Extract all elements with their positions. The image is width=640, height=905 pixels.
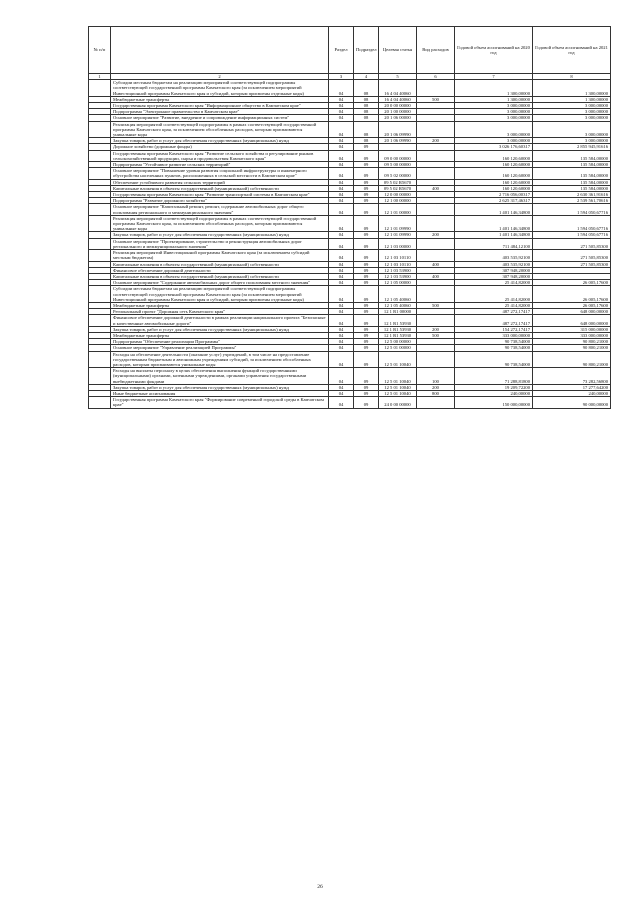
cell-num bbox=[89, 168, 111, 179]
cell-name: Закупка товаров, работ и услуг для обеспечения государственных (муниципальных) нужд bbox=[111, 326, 329, 332]
cell-statya: 12 1 05 40060 bbox=[379, 302, 417, 308]
cell-razdel: 04 bbox=[329, 397, 354, 408]
cell-podrazdel: 09 bbox=[354, 280, 379, 286]
cell-razdel: 04 bbox=[329, 384, 354, 390]
column-number: 1 bbox=[89, 74, 111, 80]
cell-podrazdel: 09 bbox=[354, 168, 379, 179]
cell-2021: 135 584,00000 bbox=[533, 168, 611, 179]
cell-podrazdel: 09 bbox=[354, 162, 379, 168]
cell-statya: 16 4 04 40060 bbox=[379, 80, 417, 97]
cell-statya: 12 1 05 00000 bbox=[379, 280, 417, 286]
cell-name: Основное мероприятие "Содержание автомобильных дорог общего пользования местного значения" bbox=[111, 280, 329, 286]
header-statya: Целевая статья bbox=[379, 27, 417, 74]
cell-2020: 1 401 146,34800 bbox=[455, 204, 533, 215]
cell-vid: 200 bbox=[417, 138, 455, 144]
cell-razdel: 04 bbox=[329, 390, 354, 396]
cell-razdel: 04 bbox=[329, 96, 354, 102]
cell-name: Государственная программа Камчатского края "Информационное общество в Камчатском крае" bbox=[111, 103, 329, 109]
cell-razdel: 04 bbox=[329, 150, 354, 161]
cell-2021: 1 300,00000 bbox=[533, 96, 611, 102]
cell-statya: 09 5 02 R5670 bbox=[379, 185, 417, 191]
cell-podrazdel: 09 bbox=[354, 179, 379, 185]
cell-2020: 160 120,60000 bbox=[455, 150, 533, 161]
cell-podrazdel: 09 bbox=[354, 250, 379, 261]
cell-name: Обеспечение устойчивого развития сельских территорий bbox=[111, 179, 329, 185]
cell-statya: 12 1 03 53900 bbox=[379, 273, 417, 279]
cell-vid bbox=[417, 204, 455, 215]
cell-razdel: 04 bbox=[329, 332, 354, 338]
cell-2021: 648 000,00000 bbox=[533, 315, 611, 326]
cell-2021: 26 005,17600 bbox=[533, 280, 611, 286]
cell-razdel: 04 bbox=[329, 121, 354, 138]
cell-razdel: 04 bbox=[329, 267, 354, 273]
cell-razdel: 04 bbox=[329, 326, 354, 332]
cell-podrazdel: 09 bbox=[354, 185, 379, 191]
cell-statya: 12 5 00 00000 bbox=[379, 339, 417, 345]
cell-2021: 3 000,00000 bbox=[533, 103, 611, 109]
cell-2021: 90 800,21000 bbox=[533, 339, 611, 345]
cell-name: Подпрограмма "Обеспечение реализации Программы" bbox=[111, 339, 329, 345]
table-row bbox=[89, 368, 611, 385]
cell-razdel: 04 bbox=[329, 109, 354, 115]
table-row bbox=[89, 215, 611, 232]
budget-table bbox=[88, 26, 611, 409]
cell-name: Расходы на выплаты персоналу в целях обеспечения выполнения функций государственными (муниципальными) органами, казенными учреждениями, органами управления государственными внебюджетными фондами bbox=[111, 368, 329, 385]
cell-2021: 271 505,85300 bbox=[533, 238, 611, 249]
cell-podrazdel: 09 bbox=[354, 302, 379, 308]
header-2020: Годовой объем ассигнований на 2020 год bbox=[455, 27, 533, 74]
cell-name: Капитальные вложения в объекты государственной (муниципальной) собственности bbox=[111, 273, 329, 279]
cell-statya: 12 1 01 09990 bbox=[379, 232, 417, 238]
cell-2021: 648 000,00000 bbox=[533, 309, 611, 315]
cell-name: Субсидии местным бюджетам на реализацию мероприятий соответствующей подпрограммы соответствующей государственной программы Камчатского края (за исключением мероприятий Инвестиционной программы Камчатского края и субсидий, которым присвоены отдельные коды) bbox=[111, 286, 329, 303]
cell-2020: 403 535,92100 bbox=[455, 261, 533, 267]
cell-podrazdel: 08 bbox=[354, 96, 379, 102]
column-number: 2 bbox=[111, 74, 329, 80]
cell-podrazdel: 09 bbox=[354, 368, 379, 385]
cell-name: Реализация мероприятий Инвестиционной программы Камчатского края (за исключением субсидий местным бюджетам) bbox=[111, 250, 329, 261]
cell-2021: 333 000,00000 bbox=[533, 332, 611, 338]
cell-name: Региональный проект "Дорожная сеть Камчатского края" bbox=[111, 309, 329, 315]
cell-statya: 20 1 06 09990 bbox=[379, 121, 417, 138]
cell-razdel: 04 bbox=[329, 368, 354, 385]
cell-2021: 271 505,85300 bbox=[533, 261, 611, 267]
cell-2021: 315 000,00000 bbox=[533, 326, 611, 332]
cell-2021: 2 630 361,91616 bbox=[533, 192, 611, 198]
cell-podrazdel: 09 bbox=[354, 273, 379, 279]
cell-2021: 26 005,17600 bbox=[533, 302, 611, 308]
cell-name: Дорожное хозяйство (дорожные фонды) bbox=[111, 144, 329, 150]
column-number: 5 bbox=[379, 74, 417, 80]
cell-2021: 3 000,00000 bbox=[533, 121, 611, 138]
cell-2021: 3 000,00000 bbox=[533, 138, 611, 144]
column-number: 6 bbox=[417, 74, 455, 80]
cell-2021: 1 300,00000 bbox=[533, 80, 611, 97]
cell-num bbox=[89, 351, 111, 368]
cell-podrazdel: 09 bbox=[354, 332, 379, 338]
cell-vid bbox=[417, 315, 455, 326]
cell-podrazdel: 09 bbox=[354, 309, 379, 315]
cell-name: Закупка товаров, работ и услуг для обеспечения государственных (муниципальных) нужд bbox=[111, 232, 329, 238]
cell-name: Межбюджетные трансферты bbox=[111, 332, 329, 338]
cell-statya: 24 0 00 00000 bbox=[379, 397, 417, 408]
cell-podrazdel: 09 bbox=[354, 198, 379, 204]
cell-2020: 1 300,00000 bbox=[455, 96, 533, 102]
cell-podrazdel: 08 bbox=[354, 121, 379, 138]
cell-statya: 12 1 03 53900 bbox=[379, 267, 417, 273]
cell-2020: 403 535,92100 bbox=[455, 250, 533, 261]
cell-2020: 90 738,54000 bbox=[455, 339, 533, 345]
cell-podrazdel: 09 bbox=[354, 390, 379, 396]
cell-statya: 20 1 06 09990 bbox=[379, 138, 417, 144]
cell-razdel: 04 bbox=[329, 204, 354, 215]
cell-vid: 500 bbox=[417, 96, 455, 102]
cell-2021: 3 000,00000 bbox=[533, 115, 611, 121]
cell-num bbox=[89, 250, 111, 261]
cell-2021: 26 005,17600 bbox=[533, 286, 611, 303]
column-number: 4 bbox=[354, 74, 379, 80]
cell-vid bbox=[417, 215, 455, 232]
cell-num bbox=[89, 204, 111, 215]
cell-2020: 307 948,20000 bbox=[455, 273, 533, 279]
cell-statya: 12 1 00 00000 bbox=[379, 198, 417, 204]
cell-razdel: 04 bbox=[329, 80, 354, 97]
cell-razdel: 04 bbox=[329, 315, 354, 326]
cell-razdel: 04 bbox=[329, 250, 354, 261]
cell-2021: 90 800,21000 bbox=[533, 351, 611, 368]
cell-razdel: 04 bbox=[329, 261, 354, 267]
cell-name: Подпрограмма "Электронное правительство в Камчатском крае" bbox=[111, 109, 329, 115]
cell-name: Межбюджетные трансферты bbox=[111, 302, 329, 308]
cell-vid bbox=[417, 351, 455, 368]
cell-num bbox=[89, 121, 111, 138]
cell-razdel: 04 bbox=[329, 302, 354, 308]
cell-podrazdel: 08 bbox=[354, 109, 379, 115]
cell-vid: 100 bbox=[417, 368, 455, 385]
header-2021: Годовой объем ассигнований на 2021 год bbox=[533, 27, 611, 74]
cell-2020: 160 120,60000 bbox=[455, 168, 533, 179]
cell-2021: 271 505,85300 bbox=[533, 250, 611, 261]
header-podrazdel: Подраздел bbox=[354, 27, 379, 74]
header-vid: Вид расходов bbox=[417, 27, 455, 74]
column-number: 7 bbox=[455, 74, 533, 80]
cell-vid: 400 bbox=[417, 185, 455, 191]
cell-statya: 20 0 00 00000 bbox=[379, 103, 417, 109]
cell-razdel: 04 bbox=[329, 215, 354, 232]
cell-vid bbox=[417, 168, 455, 179]
cell-2020: 160 120,60000 bbox=[455, 185, 533, 191]
cell-podrazdel: 09 bbox=[354, 345, 379, 351]
cell-num bbox=[89, 238, 111, 249]
table-row bbox=[89, 315, 611, 326]
column-number: 3 bbox=[329, 74, 354, 80]
cell-podrazdel: 09 bbox=[354, 238, 379, 249]
cell-vid bbox=[417, 121, 455, 138]
cell-name: Основное мероприятие "Управление реализацией Программы" bbox=[111, 345, 329, 351]
cell-2020: 19 209,72200 bbox=[455, 384, 533, 390]
cell-name: Реализация мероприятий соответствующей подпрограммы в рамках соответствующей государственной программы Камчатского края, за исключением обособленных расходов, которым присваиваются уникальные коды bbox=[111, 121, 329, 138]
cell-podrazdel: 09 bbox=[354, 384, 379, 390]
cell-2020: 25 414,82000 bbox=[455, 286, 533, 303]
cell-vid: 500 bbox=[417, 332, 455, 338]
cell-razdel: 04 bbox=[329, 232, 354, 238]
cell-vid: 200 bbox=[417, 384, 455, 390]
table-row bbox=[89, 168, 611, 179]
cell-2020: 150 000,00000 bbox=[455, 397, 533, 408]
table-row bbox=[89, 286, 611, 303]
cell-name: Межбюджетные трансферты bbox=[111, 96, 329, 102]
page-number: 26 bbox=[317, 884, 323, 890]
cell-razdel: 04 bbox=[329, 280, 354, 286]
cell-2020: 711 484,12100 bbox=[455, 238, 533, 249]
cell-razdel: 04 bbox=[329, 115, 354, 121]
cell-name: Закупка товаров, работ и услуг для обеспечения государственных (муниципальных) нужд bbox=[111, 384, 329, 390]
cell-podrazdel: 09 bbox=[354, 261, 379, 267]
cell-statya: 12 5 01 10040 bbox=[379, 351, 417, 368]
cell-num bbox=[89, 80, 111, 97]
cell-2020: 25 414,82000 bbox=[455, 302, 533, 308]
cell-podrazdel: 09 bbox=[354, 144, 379, 150]
cell-razdel: 04 bbox=[329, 162, 354, 168]
header-num: № п/п bbox=[89, 27, 111, 74]
cell-podrazdel: 09 bbox=[354, 215, 379, 232]
table-row bbox=[89, 121, 611, 138]
cell-name: Расходы на обеспечение деятельности (оказание услуг) учреждений, в том числе на предоставление государственным бюджетным и автономным учреждениям субсидий, за исключением обособленных расходов, которым присваиваются уникальные коды bbox=[111, 351, 329, 368]
cell-name: Иные бюджетные ассигнования bbox=[111, 390, 329, 396]
cell-vid: 400 bbox=[417, 261, 455, 267]
cell-2020: 1 300,00000 bbox=[455, 80, 533, 97]
cell-num bbox=[89, 315, 111, 326]
cell-num bbox=[89, 150, 111, 161]
cell-podrazdel: 09 bbox=[354, 339, 379, 345]
cell-2020: 2 716 056,00317 bbox=[455, 192, 533, 198]
cell-statya: 12 5 01 10040 bbox=[379, 384, 417, 390]
cell-2020: 160 120,60000 bbox=[455, 162, 533, 168]
cell-2020: 487 272,17417 bbox=[455, 315, 533, 326]
cell-podrazdel: 09 bbox=[354, 315, 379, 326]
cell-name: Подпрограмма "Устойчивое развитие сельских территорий" bbox=[111, 162, 329, 168]
cell-statya: 12 0 00 00000 bbox=[379, 192, 417, 198]
cell-2021: 2 539 561,70616 bbox=[533, 198, 611, 204]
cell-num bbox=[89, 215, 111, 232]
cell-statya: 12 1 R1 53930 bbox=[379, 326, 417, 332]
cell-podrazdel: 09 bbox=[354, 192, 379, 198]
cell-razdel: 04 bbox=[329, 351, 354, 368]
cell-razdel: 04 bbox=[329, 138, 354, 144]
cell-vid bbox=[417, 397, 455, 408]
cell-razdel: 04 bbox=[329, 103, 354, 109]
cell-vid: 200 bbox=[417, 326, 455, 332]
cell-name: Основное мероприятие "Повышение уровня развития социальной инфраструктуры и инженерного обустройства населенных пунктов, расположенных в сельской местности в Камчатском крае" bbox=[111, 168, 329, 179]
cell-podrazdel: 09 bbox=[354, 150, 379, 161]
table-row bbox=[89, 238, 611, 249]
table-row bbox=[89, 80, 611, 97]
cell-razdel: 04 bbox=[329, 192, 354, 198]
column-number: 8 bbox=[533, 74, 611, 80]
cell-name: Реализация мероприятий соответствующей подпрограммы в рамках соответствующей государственной программы Камчатского края, за исключением обособленных расходов, которым присваиваются уникальные коды bbox=[111, 215, 329, 232]
cell-statya: 12 1 01 09990 bbox=[379, 215, 417, 232]
cell-name: Финансовое обеспечение дорожной деятельности в рамках реализации национального проекта "Безопасные и качественные автомобильные дороги" bbox=[111, 315, 329, 326]
cell-2021: 3 000,00000 bbox=[533, 109, 611, 115]
cell-statya: 12 1 05 40060 bbox=[379, 286, 417, 303]
table-body bbox=[89, 80, 611, 408]
cell-vid: 500 bbox=[417, 302, 455, 308]
cell-statya: 12 1 01 00000 bbox=[379, 204, 417, 215]
cell-vid bbox=[417, 238, 455, 249]
cell-razdel: 04 bbox=[329, 144, 354, 150]
table-row bbox=[89, 204, 611, 215]
cell-statya: 20 1 00 00000 bbox=[379, 109, 417, 115]
cell-2020: 3 000,00000 bbox=[455, 115, 533, 121]
cell-podrazdel: 08 bbox=[354, 138, 379, 144]
cell-2021: 90 000,00000 bbox=[533, 397, 611, 408]
cell-podrazdel: 08 bbox=[354, 103, 379, 109]
cell-num bbox=[89, 397, 111, 408]
cell-vid: 400 bbox=[417, 273, 455, 279]
cell-vid: 200 bbox=[417, 232, 455, 238]
table-row bbox=[89, 250, 611, 261]
cell-razdel: 04 bbox=[329, 345, 354, 351]
cell-podrazdel: 08 bbox=[354, 115, 379, 121]
cell-2021: 73 282,56800 bbox=[533, 368, 611, 385]
cell-2021: 135 584,00000 bbox=[533, 179, 611, 185]
cell-name: Подпрограмма "Развитие дорожного хозяйства" bbox=[111, 198, 329, 204]
cell-statya: 12 5 01 00000 bbox=[379, 345, 417, 351]
cell-razdel: 04 bbox=[329, 168, 354, 179]
cell-podrazdel: 09 bbox=[354, 286, 379, 303]
cell-podrazdel: 09 bbox=[354, 351, 379, 368]
cell-2020: 240,00000 bbox=[455, 390, 533, 396]
cell-podrazdel: 08 bbox=[354, 80, 379, 97]
cell-name: Капитальные вложения в объекты государственной (муниципальной) собственности bbox=[111, 261, 329, 267]
cell-statya: 12 1 R1 53930 bbox=[379, 315, 417, 326]
cell-statya: 20 1 06 00000 bbox=[379, 115, 417, 121]
cell-vid: 800 bbox=[417, 390, 455, 396]
table-row bbox=[89, 150, 611, 161]
cell-podrazdel: 09 bbox=[354, 232, 379, 238]
cell-vid bbox=[417, 80, 455, 97]
cell-statya: 12 1 03 10110 bbox=[379, 250, 417, 261]
cell-2020: 2 625 317,46317 bbox=[455, 198, 533, 204]
cell-statya: 12 5 01 10040 bbox=[379, 390, 417, 396]
cell-name: Государственная программа Камчатского края "Развитие сельского хозяйства и регулирование рынков сельскохозяйственной продукции, сырья и продовольствия Камчатского края" bbox=[111, 150, 329, 161]
cell-name: Капитальные вложения в объекты государственной (муниципальной) собственности bbox=[111, 185, 329, 191]
cell-vid bbox=[417, 150, 455, 161]
cell-razdel: 04 bbox=[329, 238, 354, 249]
cell-2020: 487 272,17417 bbox=[455, 309, 533, 315]
table-header-row bbox=[89, 27, 611, 74]
cell-2020: 3 000,00000 bbox=[455, 121, 533, 138]
cell-statya: 12 1 03 10110 bbox=[379, 261, 417, 267]
cell-statya: 12 5 01 10040 bbox=[379, 368, 417, 385]
cell-vid bbox=[417, 250, 455, 261]
cell-2020: 71 288,81800 bbox=[455, 368, 533, 385]
cell-name: Закупка товаров, работ и услуг для обеспечения государственных (муниципальных) нужд bbox=[111, 138, 329, 144]
cell-num bbox=[89, 286, 111, 303]
header-name bbox=[111, 27, 329, 74]
cell-name: Основное мероприятие "Проектирование, строительство и реконструкция автомобильных дорог регионального и межмуниципального значения" bbox=[111, 238, 329, 249]
cell-podrazdel: 09 bbox=[354, 397, 379, 408]
cell-razdel: 04 bbox=[329, 179, 354, 185]
cell-name: Финансовое обеспечение дорожной деятельности bbox=[111, 267, 329, 273]
cell-2021: 240,00000 bbox=[533, 390, 611, 396]
cell-statya: 12 1 R1 53930 bbox=[379, 332, 417, 338]
cell-2021: 135 584,00000 bbox=[533, 162, 611, 168]
cell-2021: 90 800,21000 bbox=[533, 345, 611, 351]
cell-name: Государственная программа Камчатского края "Развитие транспортной системы в Камчатском крае" bbox=[111, 192, 329, 198]
cell-2020: 90 738,54000 bbox=[455, 351, 533, 368]
cell-statya: 09 5 02 00000 bbox=[379, 168, 417, 179]
cell-2020: 307 948,20000 bbox=[455, 267, 533, 273]
cell-num bbox=[89, 368, 111, 385]
cell-razdel: 04 bbox=[329, 198, 354, 204]
cell-statya: 12 1 03 00000 bbox=[379, 238, 417, 249]
table-row bbox=[89, 397, 611, 408]
cell-vid bbox=[417, 286, 455, 303]
cell-2021: 135 584,00000 bbox=[533, 150, 611, 161]
cell-2020: 90 738,54000 bbox=[455, 345, 533, 351]
table-row bbox=[89, 351, 611, 368]
cell-statya: 12 1 R1 00000 bbox=[379, 309, 417, 315]
cell-razdel: 04 bbox=[329, 273, 354, 279]
cell-2021: 17 277,64200 bbox=[533, 384, 611, 390]
cell-podrazdel: 09 bbox=[354, 267, 379, 273]
cell-razdel: 04 bbox=[329, 286, 354, 303]
cell-statya: 09 0 00 00000 bbox=[379, 150, 417, 161]
cell-statya: 16 4 04 40060 bbox=[379, 96, 417, 102]
cell-name: Субсидии местным бюджетам на реализацию мероприятий соответствующей подпрограммы соответствующей государственной программы Камчатского края (за исключением мероприятий Инвестиционной программы Камчатского края и субсидий, которым присвоены отдельные коды) bbox=[111, 80, 329, 97]
cell-2020: 154 272,17417 bbox=[455, 326, 533, 332]
cell-2021: 1 594 050,67716 bbox=[533, 204, 611, 215]
cell-2020: 333 000,00000 bbox=[455, 332, 533, 338]
cell-name: Основное мероприятие "Развитие, внедрение и сопровождение информационных систем" bbox=[111, 115, 329, 121]
cell-2020: 25 414,82000 bbox=[455, 280, 533, 286]
cell-2020: 3 000,00000 bbox=[455, 103, 533, 109]
header-razdel: Раздел bbox=[329, 27, 354, 74]
cell-2020: 1 401 146,34800 bbox=[455, 215, 533, 232]
cell-name: Основное мероприятие "Капитальный ремонт, ремонт, содержание автомобильных дорог общего пользования регионального и межмуниципального значения" bbox=[111, 204, 329, 215]
cell-2021: 135 584,00000 bbox=[533, 185, 611, 191]
cell-razdel: 04 bbox=[329, 339, 354, 345]
cell-razdel: 04 bbox=[329, 185, 354, 191]
cell-statya: 09 5 00 00000 bbox=[379, 162, 417, 168]
cell-2020: 3 000,00000 bbox=[455, 109, 533, 115]
cell-name: Государственная программа Камчатского края "Формирование современной городской среды в Камчатском крае" bbox=[111, 397, 329, 408]
cell-2021: 1 594 050,67716 bbox=[533, 232, 611, 238]
cell-razdel: 04 bbox=[329, 309, 354, 315]
cell-2021: 1 594 050,67716 bbox=[533, 215, 611, 232]
cell-2020: 3 026 176,60317 bbox=[455, 144, 533, 150]
cell-statya: 09 5 02 R5670 bbox=[379, 179, 417, 185]
cell-podrazdel: 09 bbox=[354, 326, 379, 332]
cell-2021: 2 855 945,91616 bbox=[533, 144, 611, 150]
cell-podrazdel: 09 bbox=[354, 204, 379, 215]
cell-2020: 1 401 146,34800 bbox=[455, 232, 533, 238]
cell-2020: 3 000,00000 bbox=[455, 138, 533, 144]
cell-2020: 160 120,60000 bbox=[455, 179, 533, 185]
